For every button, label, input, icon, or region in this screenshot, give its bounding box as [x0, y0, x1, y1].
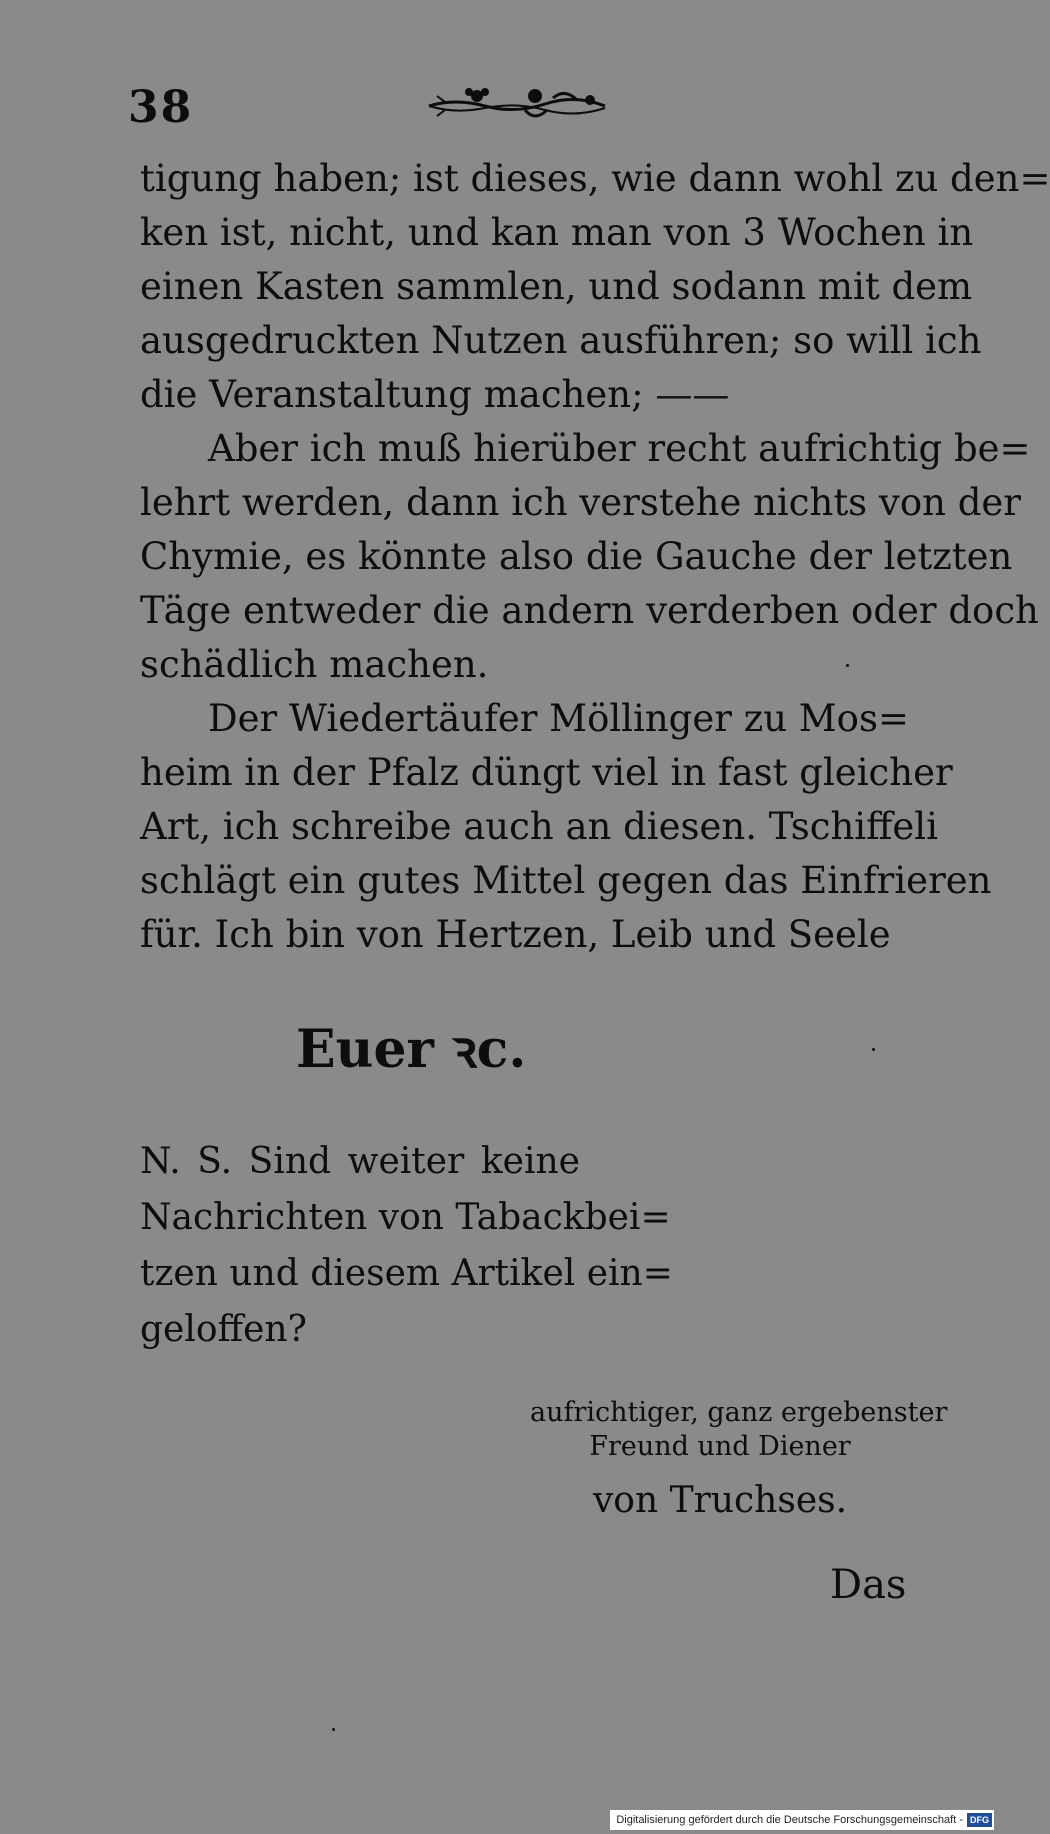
- text-line: tigung haben; ist dieses, wie dann wohl zu den=: [140, 157, 1050, 200]
- signature-block: [530, 1396, 948, 1526]
- main-text: [140, 152, 1050, 962]
- closing-salutation: Euer ꝛc.: [296, 1019, 527, 1080]
- text-line: heim in der Pfalz düngt viel in fast gleicher: [140, 751, 953, 794]
- postscript: [140, 1134, 673, 1358]
- text-line: ken ist, nicht, und kan man von 3 Wochen in: [140, 211, 974, 254]
- print-speck: [872, 1048, 875, 1051]
- footer-credit: Digitalisierung gefördert durch die Deutsche Forschungsgemeinschaft -: [616, 1814, 963, 1826]
- text-line: ausgedruckten Nutzen ausführen; so will ich: [140, 319, 982, 362]
- text-line: Der Wiedertäufer Möllinger zu Mos=: [208, 697, 909, 740]
- signature-name: von Truchses.: [592, 1480, 848, 1521]
- catchword: Das: [830, 1562, 907, 1608]
- print-speck: [332, 1728, 335, 1731]
- postscript-line: geloffen?: [140, 1309, 307, 1350]
- postscript-line: tzen und diesem Artikel ein=: [140, 1253, 673, 1294]
- text-line: Chymie, es könnte also die Gauche der letzten: [140, 535, 1013, 578]
- text-line: Art, ich schreibe auch an diesen. Tschiffeli: [140, 805, 938, 848]
- text-line: einen Kasten sammlen, und sodann mit dem: [140, 265, 973, 308]
- postscript-line: N. S. Sind weiter keine: [140, 1141, 580, 1182]
- text-line: Täge entweder die andern verderben oder doch: [140, 589, 1039, 632]
- text-line: lehrt werden, dann ich verstehe nichts von der: [140, 481, 1021, 524]
- page-number: 38: [128, 82, 194, 133]
- text-line: für. Ich bin von Hertzen, Leib und Seele: [140, 913, 891, 956]
- signature-line: aufrichtiger, ganz ergebenster: [530, 1397, 948, 1428]
- text-line: schädlich machen.: [140, 643, 489, 686]
- dfg-logo-icon: DFG: [967, 1813, 992, 1827]
- text-line: schlägt ein gutes Mittel gegen das Einfrieren: [140, 859, 992, 902]
- signature-line: Freund und Diener: [589, 1431, 851, 1462]
- postscript-line: Nachrichten von Tabackbei=: [140, 1197, 671, 1238]
- text-line: die Veranstaltung machen; ——: [140, 373, 730, 416]
- text-line: Aber ich muß hierüber recht aufrichtig be=: [208, 427, 1031, 470]
- print-speck: [846, 664, 849, 667]
- fleuron-ornament-icon: [425, 80, 610, 130]
- digitization-footer: [610, 1810, 994, 1830]
